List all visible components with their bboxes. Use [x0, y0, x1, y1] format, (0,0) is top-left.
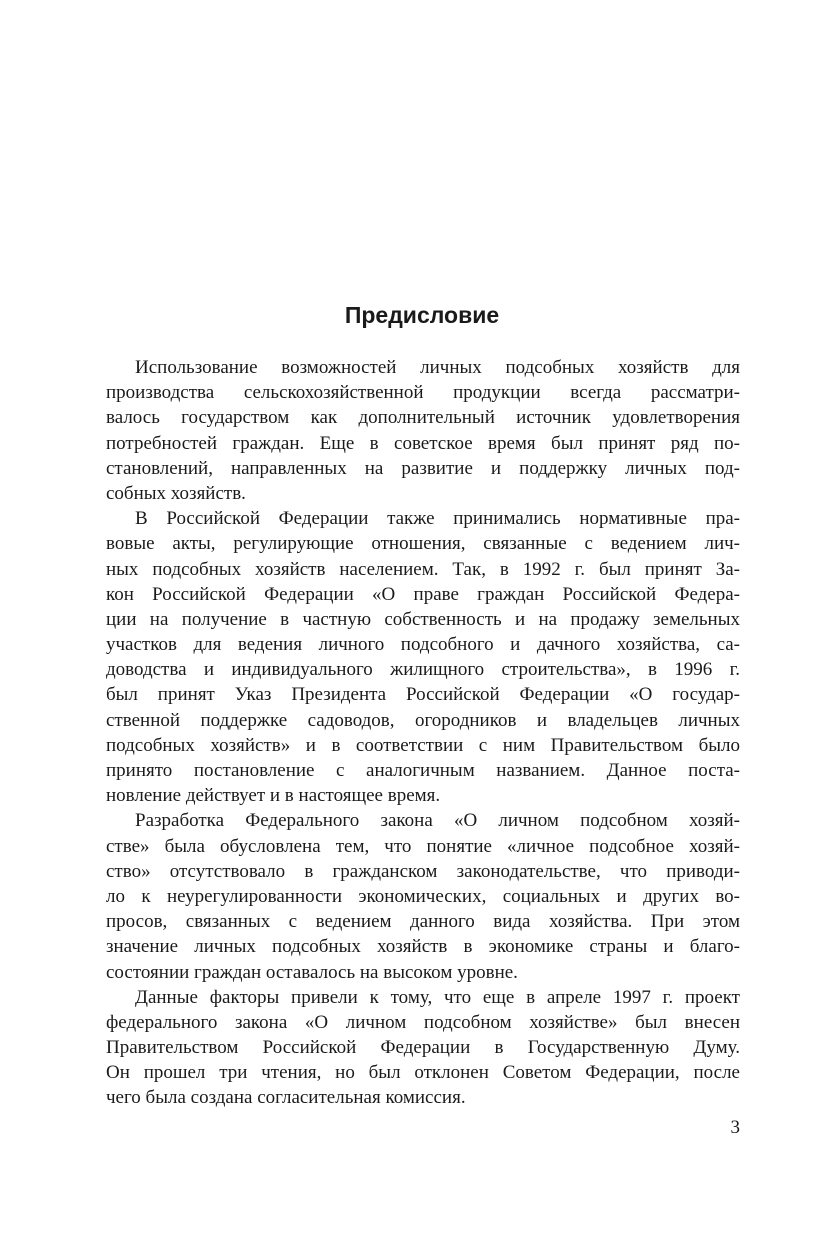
- text-line: ции на получение в частную собственность и на продажу земельных: [106, 608, 740, 630]
- text-line: Правительством Российской Федерации в Государственную Думу.: [106, 1037, 740, 1059]
- body-text: [106, 355, 740, 1111]
- text-line: потребностей граждан. Еще в советское время был принят ряд по-: [106, 432, 740, 454]
- text-line: вовые акты, регулирующие отношения, связанные с ведением лич-: [106, 533, 740, 555]
- text-line: стве» была обусловлена тем, что понятие «личное подсобное хозяй-: [106, 835, 740, 857]
- text-line: Данные факторы привели к тому, что еще в апреле 1997 г. проект: [135, 986, 740, 1008]
- text-line: ство» отсутствовало в гражданском законодательстве, что приводи-: [106, 860, 740, 882]
- text-line: чего была создана согласительная комиссия.: [106, 1087, 466, 1109]
- text-line: значение личных подсобных хозяйств в экономике страны и благо-: [106, 936, 740, 958]
- text-line: кон Российской Федерации «О праве граждан Российской Федера-: [106, 583, 740, 605]
- text-line: собных хозяйств.: [106, 482, 246, 504]
- text-line: Использование возможностей личных подсобных хозяйств для: [135, 357, 740, 378]
- text-line: принято постановление с аналогичным названием. Данное поста-: [106, 760, 740, 781]
- paragraph: [106, 506, 740, 808]
- text-line: валось государством как дополнительный источник удовлетворения: [106, 407, 740, 429]
- page-title: Предисловие: [344, 302, 500, 328]
- text-line: просов, связанных с ведением данного вида хозяйства. При этом: [106, 911, 740, 933]
- text-line: Он прошел три чтения, но был отклонен Советом Федерации, после: [106, 1062, 740, 1084]
- text-line: производства сельскохозяйственной продукции всегда рассматри-: [106, 382, 740, 404]
- text-line: В Российской Федерации также принимались нормативные пра-: [135, 508, 740, 530]
- text-line: ных подсобных хозяйств населением. Так, в 1992 г. был принят За-: [106, 558, 740, 580]
- text-line: подсобных хозяйств» и в соответствии с ним Правительством было: [106, 734, 740, 756]
- text-line: федерального закона «О личном подсобном хозяйстве» был внесен: [106, 1011, 740, 1033]
- text-line: новление действует и в настоящее время.: [106, 785, 441, 807]
- paragraph: [106, 808, 740, 984]
- text-line: становлений, направленных на развитие и поддержку личных под-: [106, 457, 740, 479]
- text-line: состоянии граждан оставалось на высоком уровне.: [106, 961, 518, 983]
- text-line: ло к неурегулированности экономических, социальных и других во-: [106, 885, 740, 907]
- text-line: Разработка Федерального закона «О личном подсобном хозяй-: [135, 810, 740, 832]
- text-line: доводства и индивидуального жилищного строительства», в 1996 г.: [106, 659, 740, 681]
- paragraph: [106, 985, 740, 1111]
- paragraph: [106, 355, 740, 506]
- text-line: участков для ведения личного подсобного и дачного хозяйства, са-: [106, 634, 740, 656]
- text-line: был принят Указ Президента Российской Федерации «О государ-: [106, 684, 740, 706]
- page-number: 3: [730, 1117, 740, 1138]
- text-line: ственной поддержке садоводов, огородников и владельцев личных: [106, 709, 740, 731]
